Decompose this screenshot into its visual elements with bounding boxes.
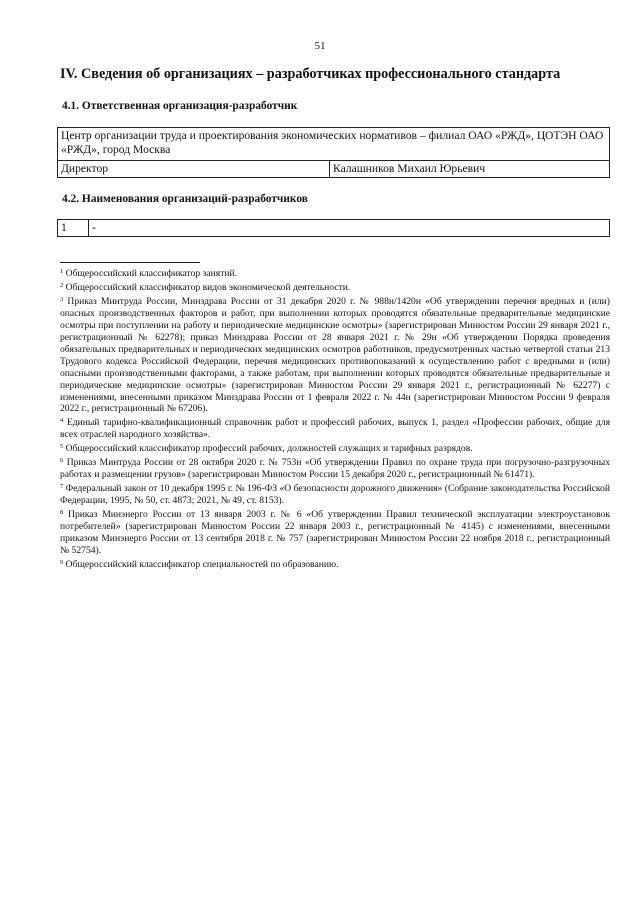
row-number: 1 bbox=[58, 220, 89, 237]
footnote-text: Приказ Минтруда России от 28 октября 2020 г. № 753н «Об утверждении Правил по охране труда при погрузочно-разгрузочных работах и размещении грузов» (зарегистрирован Минюстом России 15 декабря 2020 г., регистрационный № 61471). bbox=[60, 457, 610, 481]
footnote-text: Единый тарифно-квалификационный справочник работ и профессий рабочих, выпуск 1, раздел «Профессии рабочих, общие для всех отраслей народного хозяйства». bbox=[60, 417, 610, 441]
footnote-text: Приказ Минтруда России, Минздрава России от 31 декабря 2020 г. № 988н/1420н «Об утверждении перечня вредных и (или) опасных производственных факторов и работ, при выполнении которых проводятся обязательные предварительные медицинские осмотры при поступлении на работу и периодические медицинские осмотры» (зарегистрирован Минюстом России 29 января 2021 г., регистрационный № 62278); приказ Минздрава России от 28 января 2021 г. № 29н «Об утверждении Порядка проведения обязательных предварительных и периодических медицинских осмотров работников, предусмотренных частью четвертой статьи 213 Трудового кодекса Российской Федерации, перечня медицинских противопоказаний к осуществлению работ с вредными и (или) опасными производственными факторами, а также работам, при выполнении которых проводятся обязательные предварительные и периодические медицинские осмотры» (зарегистрирован Минюстом России 29 января 2021 г., регистрационный № 62277) с изменениями, внесенными приказом Минздрава России от 1 февраля 2022 г. № 44н (зарегистрирован Минюстом России 9 февраля 2022 г., регистрационный № 67206). bbox=[60, 295, 610, 415]
footnote-item bbox=[60, 415, 610, 441]
footnote-mark: 9 bbox=[60, 558, 64, 566]
footnote-text: Общероссийский классификатор профессий рабочих, должностей служащих и тарифных разрядов. bbox=[65, 443, 473, 455]
responsible-org-table bbox=[57, 127, 610, 178]
responsible-org-name: Центр организации труда и проектирования экономических нормативов – филиал ОАО «РЖД», ЦОТЭН ОАО «РЖД», город Москва bbox=[58, 128, 610, 161]
footnote-separator bbox=[60, 262, 200, 263]
footnote-text: Федеральный закон от 10 декабря 1995 г. № 196-ФЗ «О безопасности дорожного движения» (Собрание законодательства Российской Федерации, 1995, № 50, ст. 4873; 2021, № 49, ст. 8153). bbox=[60, 483, 610, 507]
footnote-item bbox=[60, 266, 610, 280]
footnote-mark: 3 bbox=[60, 295, 64, 303]
director-position: Директор bbox=[58, 161, 330, 178]
footnote-mark: 4 bbox=[60, 417, 64, 425]
footnotes bbox=[60, 266, 610, 571]
footnote-text: Общероссийский классификатор видов экономической деятельности. bbox=[65, 281, 351, 293]
director-name: Калашников Михаил Юрьевич bbox=[330, 161, 610, 178]
org-name-cell: - bbox=[89, 220, 610, 237]
footnote-text: Приказ Минэнерго России от 13 января 2003 г. № 6 «Об утверждении Правил технической эксплуатации электроустановок потребителей» (зарегистрирован Минюстом России 22 января 2003 г., регистрационный № 4145) с изменениями, внесенными приказом Минэнерго России от 13 сентября 2018 г. № 757 (зарегистрирован Минюстом России 22 ноября 2018 г., регистрационный № 52754). bbox=[60, 509, 610, 556]
footnote-mark: 7 bbox=[60, 483, 64, 491]
footnote-item bbox=[60, 455, 610, 481]
footnote-mark: 8 bbox=[60, 509, 64, 517]
footnote-item bbox=[60, 557, 610, 571]
footnote-text: Общероссийский классификатор специальностей по образованию. bbox=[65, 558, 339, 570]
footnote-mark: 2 bbox=[60, 281, 64, 289]
table-row bbox=[58, 220, 610, 237]
page-number: 51 bbox=[314, 40, 326, 52]
developer-orgs-heading: 4.2. Наименования организаций-разработчиков bbox=[62, 193, 308, 205]
footnote-item bbox=[60, 481, 610, 507]
footnote-item bbox=[60, 280, 610, 294]
footnote-mark: 1 bbox=[60, 268, 64, 275]
responsible-org-heading: 4.1. Ответственная организация-разработчик bbox=[62, 100, 298, 112]
footnote-text: Общероссийский классификатор занятий. bbox=[65, 268, 238, 279]
footnote-mark: 5 bbox=[60, 443, 64, 451]
footnote-mark: 6 bbox=[60, 457, 64, 465]
footnote-item bbox=[60, 294, 610, 416]
section-title: IV. Сведения об организациях – разработчиках профессионального стандарта bbox=[60, 66, 561, 82]
footnote-item bbox=[60, 507, 610, 557]
developer-orgs-table bbox=[57, 219, 610, 237]
footnote-item bbox=[60, 441, 610, 455]
